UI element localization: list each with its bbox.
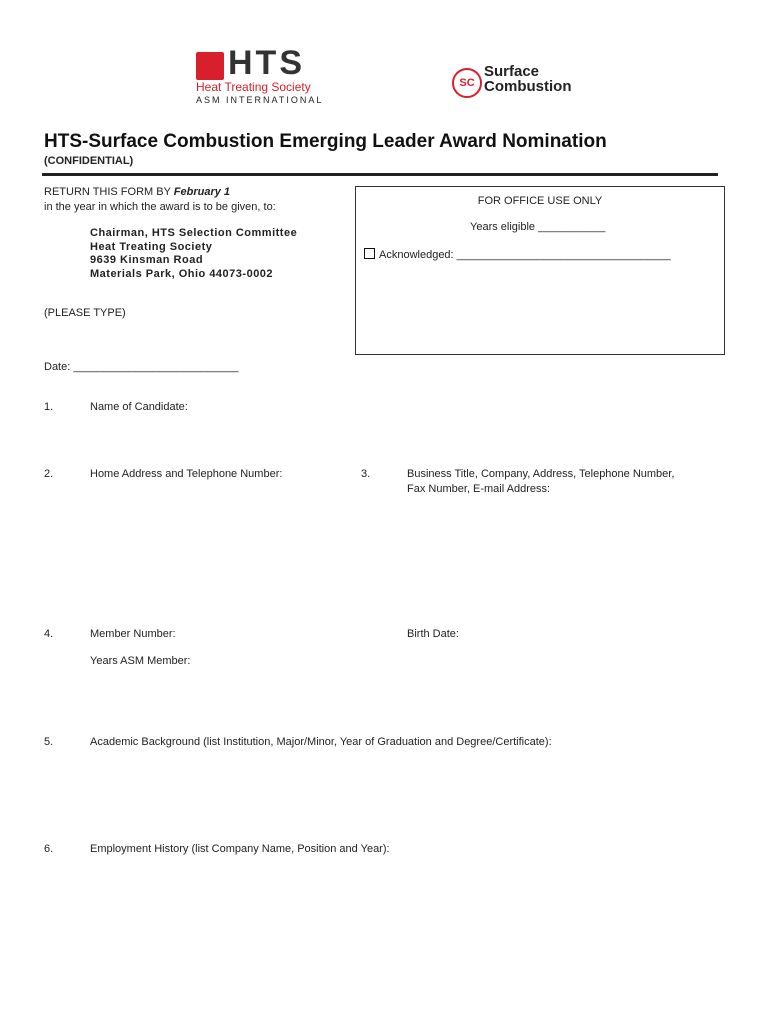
sc-mark-icon: SC xyxy=(452,68,482,98)
office-use-box xyxy=(355,186,725,355)
home-address-label: Home Address and Telephone Number: xyxy=(90,468,283,480)
sc-logo-line2: Combustion xyxy=(484,78,572,95)
date-field[interactable]: Date: ___________________________ xyxy=(44,361,239,373)
years-asm-member-label: Years ASM Member: xyxy=(90,655,191,667)
hts-logo xyxy=(196,44,356,106)
business-info-label-2: Fax Number, E-mail Address: xyxy=(407,483,551,495)
address-line: Chairman, HTS Selection Committee xyxy=(90,227,298,239)
return-deadline: February 1 xyxy=(173,186,231,198)
field-number: 2. xyxy=(44,468,54,480)
hts-logo-letters: HTS xyxy=(228,44,305,82)
field-number: 1. xyxy=(44,401,54,413)
acknowledged-checkbox[interactable] xyxy=(364,248,375,259)
acknowledged-row xyxy=(364,248,671,261)
business-info-label: Business Title, Company, Address, Telephone Number, xyxy=(407,468,675,480)
return-instruction-line2: in the year in which the award is to be given, to: xyxy=(44,201,276,213)
field-number: 4. xyxy=(44,628,54,640)
page-title: HTS-Surface Combustion Emerging Leader Award Nomination xyxy=(44,131,607,152)
address-line: Heat Treating Society xyxy=(90,240,213,253)
title-rule xyxy=(42,173,718,176)
field-number: 5. xyxy=(44,736,54,748)
confidential-label: (CONFIDENTIAL) xyxy=(44,155,134,167)
office-use-title: FOR OFFICE USE ONLY xyxy=(477,195,603,207)
years-eligible-field[interactable]: Years eligible ___________ xyxy=(470,221,606,233)
employment-history-label: Employment History (list Company Name, Position and Year): xyxy=(90,843,390,855)
address-line: 9639 Kinsman Road xyxy=(90,254,204,266)
member-number-label: Member Number: xyxy=(90,628,176,640)
candidate-name-label: Name of Candidate: xyxy=(90,401,188,413)
acknowledged-field[interactable]: Acknowledged: ___________________________________ xyxy=(379,249,671,261)
field-number: 3. xyxy=(361,468,371,480)
flame-icon xyxy=(196,52,224,80)
mailing-address xyxy=(90,227,297,281)
birth-date-label: Birth Date: xyxy=(407,628,459,640)
please-type-note: (PLEASE TYPE) xyxy=(44,307,126,319)
sc-logo-text xyxy=(484,64,572,94)
sc-logo-line1: Surface xyxy=(484,63,540,80)
hts-logo-asm: ASM INTERNATIONAL xyxy=(196,95,324,105)
hts-logo-subtitle: Heat Treating Society xyxy=(196,80,311,94)
academic-background-label: Academic Background (list Institution, Major/Minor, Year of Graduation and Degree/Certificate): xyxy=(90,736,552,748)
field-number: 6. xyxy=(44,843,54,855)
return-prefix: RETURN THIS FORM BY xyxy=(44,186,174,198)
surface-combustion-logo xyxy=(452,63,592,106)
address-line: Materials Park, Ohio 44073-0002 xyxy=(90,267,274,280)
return-instruction xyxy=(44,186,230,198)
